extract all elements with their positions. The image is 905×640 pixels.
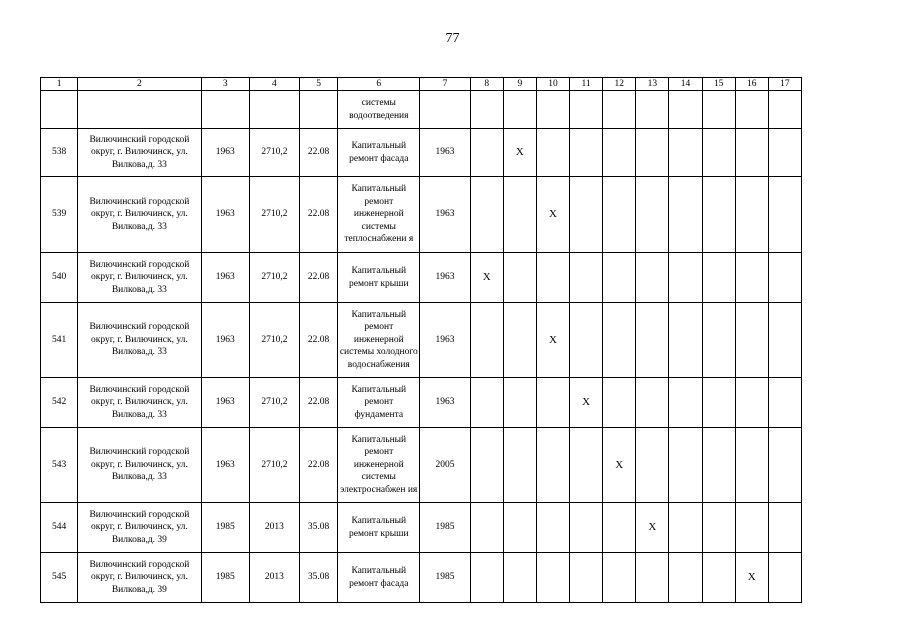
period-mark-cell: Х — [735, 553, 768, 603]
period-empty-cell — [702, 503, 735, 553]
empty-cell — [41, 91, 78, 129]
period-empty-cell — [735, 177, 768, 253]
period-empty-cell — [735, 378, 768, 428]
period-empty-cell — [470, 553, 503, 603]
area-cell: 2710,2 — [249, 177, 299, 253]
column-number-2: 2 — [78, 78, 201, 91]
period-empty-cell — [536, 378, 569, 428]
empty-cell — [420, 91, 470, 129]
period-empty-cell — [470, 503, 503, 553]
last-repair-year-cell: 1985 — [420, 503, 470, 553]
period-empty-cell — [636, 303, 669, 378]
last-repair-year-cell: 1963 — [420, 253, 470, 303]
empty-cell — [702, 91, 735, 129]
address-cell: Вилючинский городской округ, г. Вилючинск, ул. Вилкова,д. 33 — [78, 303, 201, 378]
build-year-cell: 1963 — [201, 303, 249, 378]
column-number-6: 6 — [338, 78, 420, 91]
period-empty-cell — [636, 428, 669, 503]
period-empty-cell — [669, 428, 702, 503]
period-empty-cell — [570, 253, 603, 303]
period-empty-cell — [735, 253, 768, 303]
column-number-3: 3 — [201, 78, 249, 91]
period-empty-cell — [768, 378, 801, 428]
period-empty-cell — [735, 129, 768, 177]
period-empty-cell — [570, 177, 603, 253]
period-mark-cell: Х — [603, 428, 636, 503]
work-type-cell: Капитальный ремонт инженерной системы холодного водоснабжения — [338, 303, 420, 378]
code-cell: 22.08 — [300, 428, 338, 503]
row-number-cell: 542 — [41, 378, 78, 428]
empty-cell — [300, 91, 338, 129]
period-empty-cell — [603, 129, 636, 177]
period-empty-cell — [669, 129, 702, 177]
period-mark-cell: Х — [470, 253, 503, 303]
build-year-cell: 1963 — [201, 177, 249, 253]
column-number-16: 16 — [735, 78, 768, 91]
period-empty-cell — [503, 428, 536, 503]
column-number-8: 8 — [470, 78, 503, 91]
last-repair-year-cell: 1985 — [420, 553, 470, 603]
empty-cell — [735, 91, 768, 129]
code-cell: 22.08 — [300, 378, 338, 428]
period-empty-cell — [768, 553, 801, 603]
period-empty-cell — [636, 177, 669, 253]
build-year-cell: 1985 — [201, 553, 249, 603]
period-empty-cell — [669, 177, 702, 253]
period-empty-cell — [603, 253, 636, 303]
period-empty-cell — [636, 553, 669, 603]
period-empty-cell — [669, 553, 702, 603]
period-empty-cell — [768, 253, 801, 303]
column-number-5: 5 — [300, 78, 338, 91]
code-cell: 22.08 — [300, 177, 338, 253]
build-year-cell: 1963 — [201, 253, 249, 303]
build-year-cell: 1985 — [201, 503, 249, 553]
area-cell: 2710,2 — [249, 428, 299, 503]
area-cell: 2013 — [249, 503, 299, 553]
period-empty-cell — [702, 378, 735, 428]
period-empty-cell — [702, 303, 735, 378]
empty-cell — [570, 91, 603, 129]
period-empty-cell — [702, 428, 735, 503]
address-cell: Вилючинский городской округ, г. Вилючинск, ул. Вилкова,д. 39 — [78, 553, 201, 603]
build-year-cell: 1963 — [201, 378, 249, 428]
period-empty-cell — [603, 503, 636, 553]
work-type-cell: Капитальный ремонт инженерной системы теплоснабжени я — [338, 177, 420, 253]
period-empty-cell — [735, 303, 768, 378]
period-empty-cell — [570, 553, 603, 603]
period-empty-cell — [570, 303, 603, 378]
period-empty-cell — [669, 303, 702, 378]
period-empty-cell — [536, 553, 569, 603]
table-row — [41, 378, 802, 428]
table-row — [41, 553, 802, 603]
column-number-14: 14 — [669, 78, 702, 91]
address-cell: Вилючинский городской округ, г. Вилючинск, ул. Вилкова,д. 33 — [78, 428, 201, 503]
empty-cell — [201, 91, 249, 129]
period-empty-cell — [669, 378, 702, 428]
area-cell: 2013 — [249, 553, 299, 603]
code-cell: 22.08 — [300, 253, 338, 303]
period-empty-cell — [735, 428, 768, 503]
work-type-cell: Капитальный ремонт крыши — [338, 503, 420, 553]
column-number-4: 4 — [249, 78, 299, 91]
period-empty-cell — [768, 503, 801, 553]
period-empty-cell — [503, 553, 536, 603]
period-mark-cell: Х — [536, 303, 569, 378]
column-number-7: 7 — [420, 78, 470, 91]
work-type-cell: Капитальный ремонт фундамента — [338, 378, 420, 428]
column-number-11: 11 — [570, 78, 603, 91]
empty-cell — [78, 91, 201, 129]
period-empty-cell — [536, 503, 569, 553]
period-empty-cell — [669, 503, 702, 553]
period-empty-cell — [503, 503, 536, 553]
period-empty-cell — [536, 253, 569, 303]
repair-schedule-table — [40, 77, 802, 603]
build-year-cell: 1963 — [201, 428, 249, 503]
column-number-15: 15 — [702, 78, 735, 91]
code-cell: 35.08 — [300, 503, 338, 553]
period-empty-cell — [735, 503, 768, 553]
table-row — [41, 503, 802, 553]
period-empty-cell — [536, 129, 569, 177]
column-number-1: 1 — [41, 78, 78, 91]
area-cell: 2710,2 — [249, 378, 299, 428]
row-number-cell: 538 — [41, 129, 78, 177]
period-empty-cell — [768, 129, 801, 177]
period-empty-cell — [768, 428, 801, 503]
period-empty-cell — [636, 129, 669, 177]
area-cell: 2710,2 — [249, 253, 299, 303]
last-repair-year-cell: 1963 — [420, 177, 470, 253]
period-empty-cell — [503, 253, 536, 303]
column-number-13: 13 — [636, 78, 669, 91]
work-type-cell: Капитальный ремонт крыши — [338, 253, 420, 303]
period-empty-cell — [636, 378, 669, 428]
period-empty-cell — [570, 503, 603, 553]
code-cell: 22.08 — [300, 303, 338, 378]
build-year-cell: 1963 — [201, 129, 249, 177]
period-mark-cell: Х — [570, 378, 603, 428]
code-cell: 22.08 — [300, 129, 338, 177]
period-empty-cell — [702, 129, 735, 177]
period-empty-cell — [768, 303, 801, 378]
period-empty-cell — [603, 553, 636, 603]
address-cell: Вилючинский городской округ, г. Вилючинск, ул. Вилкова,д. 33 — [78, 177, 201, 253]
address-cell: Вилючинский городской округ, г. Вилючинск, ул. Вилкова,д. 33 — [78, 129, 201, 177]
period-mark-cell: Х — [636, 503, 669, 553]
address-cell: Вилючинский городской округ, г. Вилючинск, ул. Вилкова,д. 33 — [78, 253, 201, 303]
row-number-cell: 541 — [41, 303, 78, 378]
column-number-17: 17 — [768, 78, 801, 91]
empty-cell — [603, 91, 636, 129]
period-empty-cell — [470, 303, 503, 378]
table-row — [41, 428, 802, 503]
period-empty-cell — [636, 253, 669, 303]
period-mark-cell: Х — [536, 177, 569, 253]
column-number-10: 10 — [536, 78, 569, 91]
period-empty-cell — [669, 253, 702, 303]
last-repair-year-cell: 1963 — [420, 378, 470, 428]
empty-cell — [536, 91, 569, 129]
period-empty-cell — [702, 553, 735, 603]
period-empty-cell — [603, 177, 636, 253]
empty-cell — [503, 91, 536, 129]
period-empty-cell — [470, 177, 503, 253]
table-row — [41, 253, 802, 303]
period-empty-cell — [470, 378, 503, 428]
work-type-cell: Капитальный ремонт инженерной системы электроснабжен ия — [338, 428, 420, 503]
row-number-cell: 540 — [41, 253, 78, 303]
table-row — [41, 177, 802, 253]
empty-cell — [669, 91, 702, 129]
empty-cell — [636, 91, 669, 129]
last-repair-year-cell: 1963 — [420, 303, 470, 378]
continuation-row — [41, 91, 802, 129]
period-empty-cell — [503, 378, 536, 428]
row-number-cell: 543 — [41, 428, 78, 503]
column-number-9: 9 — [503, 78, 536, 91]
period-empty-cell — [503, 303, 536, 378]
last-repair-year-cell: 1963 — [420, 129, 470, 177]
period-empty-cell — [536, 428, 569, 503]
period-empty-cell — [603, 303, 636, 378]
row-number-cell: 539 — [41, 177, 78, 253]
column-number-12: 12 — [603, 78, 636, 91]
period-empty-cell — [570, 428, 603, 503]
code-cell: 35.08 — [300, 553, 338, 603]
page-number: 77 — [445, 31, 460, 46]
table-row — [41, 303, 802, 378]
empty-cell — [249, 91, 299, 129]
period-empty-cell — [470, 129, 503, 177]
continuation-work-cell: системы водоотведения — [338, 91, 420, 129]
empty-cell — [768, 91, 801, 129]
column-number-row — [41, 78, 802, 91]
table-row — [41, 129, 802, 177]
empty-cell — [470, 91, 503, 129]
area-cell: 2710,2 — [249, 129, 299, 177]
period-empty-cell — [702, 253, 735, 303]
row-number-cell: 545 — [41, 553, 78, 603]
address-cell: Вилючинский городской округ, г. Вилючинск, ул. Вилкова,д. 39 — [78, 503, 201, 553]
work-type-cell: Капитальный ремонт фасада — [338, 553, 420, 603]
last-repair-year-cell: 2005 — [420, 428, 470, 503]
area-cell: 2710,2 — [249, 303, 299, 378]
row-number-cell: 544 — [41, 503, 78, 553]
period-empty-cell — [768, 177, 801, 253]
period-empty-cell — [503, 177, 536, 253]
period-empty-cell — [470, 428, 503, 503]
period-empty-cell — [570, 129, 603, 177]
period-mark-cell: Х — [503, 129, 536, 177]
period-empty-cell — [702, 177, 735, 253]
period-empty-cell — [603, 378, 636, 428]
address-cell: Вилючинский городской округ, г. Вилючинск, ул. Вилкова,д. 33 — [78, 378, 201, 428]
work-type-cell: Капитальный ремонт фасада — [338, 129, 420, 177]
